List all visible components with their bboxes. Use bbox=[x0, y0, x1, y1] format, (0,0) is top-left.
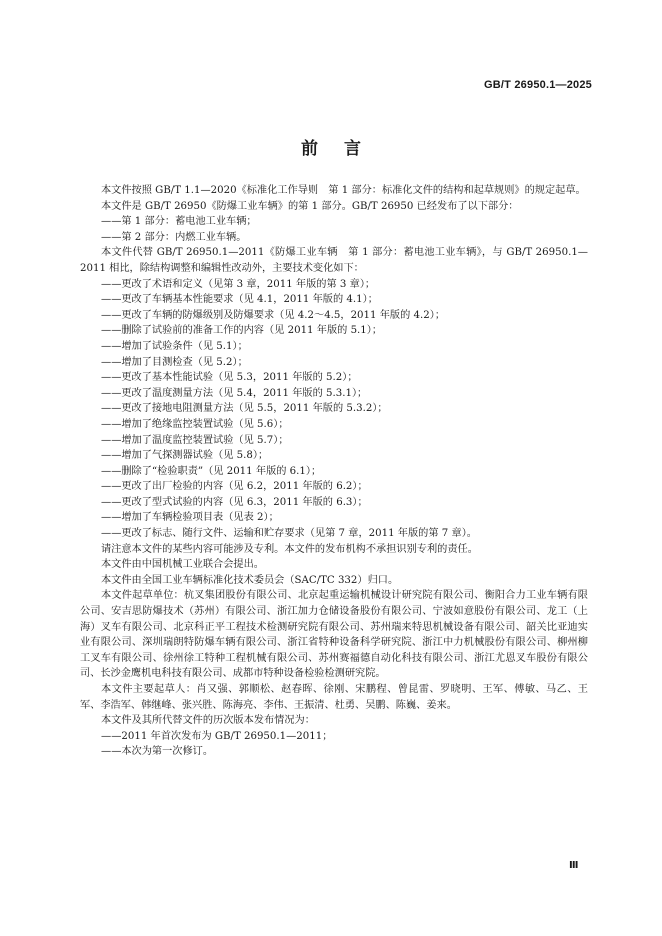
list-item-history: ——2011 年首次发布为 GB/T 26950.1—2011； bbox=[101, 730, 333, 742]
list-item-history: ——本次为第一次修订。 bbox=[101, 746, 214, 758]
paragraph-series-intro: 本文件是 GB/T 26950《防爆工业车辆》的第 1 部分。GB/T 26950 已经发布了以下部分： bbox=[101, 200, 519, 212]
list-item-change: ——更改了车辆基本性能要求（见 4.1，2011 年版的 4.1）； bbox=[101, 294, 378, 306]
paragraph-drafting-rules: 本文件按照 GB/T 1.1—2020《标准化工作导则 第 1 部分：标准化文件的结构和起草规则》的规定起草。 bbox=[101, 185, 586, 196]
list-item-change: ——增加了车辆检验项目表（见表 2）； bbox=[101, 512, 279, 524]
paragraph-proposer: 本文件由中国机械工业联合会提出。 bbox=[101, 559, 264, 571]
paragraph-replacement: 本文件代替 GB/T 26950.1—2011《防爆工业车辆 第 1 部分：蓄电池工业车辆》，与 GB/T 26950.1—2011 相比，除结构调整和编辑性改动外，主要技术变化如下： bbox=[80, 247, 588, 274]
list-item-change: ——增加了试验条件（见 5.1）； bbox=[101, 340, 248, 352]
document-body bbox=[80, 183, 588, 760]
list-item-change: ——更改了基本性能试验（见 5.3，2011 年版的 5.2）； bbox=[101, 372, 358, 384]
paragraph-drafting-units: 本文件起草单位：杭叉集团股份有限公司、北京起重运输机械设计研究院有限公司、衡阳合力工业车辆有限公司、安吉思防爆技术（苏州）有限公司、浙江加力仓储设备股份有限公司、宁波如意股份有限公司、龙工（上海）叉车有限公司、北京科正平工程技术检测研究院有限公司、苏州瑞来特思机械设备有限公司、韶关比亚迪实业有限公司、深圳瑞朗特防爆车辆有限公司、浙江省特种设备科学研究院、浙江中力机械股份有限公司、柳州柳工叉车有限公司、徐州徐工特种工程机械有限公司、苏州赛福德自动化科技有限公司、浙江尤恩叉车股份有限公司、长沙金鹰机电科技有限公司、成都市特种设备检验检测研究院。 bbox=[80, 590, 588, 680]
list-item-change: ——更改了型式试验的内容（见 6.3，2011 年版的 6.3）； bbox=[101, 496, 368, 508]
paragraph-drafters: 本文件主要起草人：肖又强、郭顺松、赵春晖、徐刚、宋鹏程、曾昆雷、罗晓明、王军、傅敏、马乙、王军、李浩军、韩继峰、张兴胜、陈海亮、李伟、王振清、杜勇、吴鹏、陈巍、姜来。 bbox=[80, 684, 588, 711]
list-item-change: ——更改了术语和定义（见第 3 章，2011 年版的第 3 章）； bbox=[101, 278, 376, 290]
list-item-change: ——更改了出厂检验的内容（见 6.2，2011 年版的 6.2）； bbox=[101, 481, 368, 493]
list-item-change: ——删除了试验前的准备工作的内容（见 2011 年版的 5.1）； bbox=[101, 325, 383, 337]
list-item-change: ——更改了温度测量方法（见 5.4，2011 年版的 5.3.1）； bbox=[101, 387, 368, 399]
standard-number: GB/T 26950.1—2025 bbox=[484, 79, 592, 91]
list-item-part: ——第 1 部分：蓄电池工业车辆； bbox=[101, 216, 257, 228]
page-number: Ⅲ bbox=[569, 860, 579, 871]
list-item-change: ——删除了“检验职责”（见 2011 年版的 6.1）； bbox=[101, 465, 322, 477]
list-item-part: ——第 2 部分：内燃工业车辆。 bbox=[101, 231, 247, 243]
list-item-change: ——更改了标志、随行文件、运输和贮存要求（见第 7 章，2011 年版的第 7 章）。 bbox=[101, 528, 477, 540]
list-item-change: ——更改了车辆的防爆级别及防爆要求（见 4.2～4.5，2011 年版的 4.2）； bbox=[101, 309, 446, 321]
list-item-change: ——增加了温度监控装置试验（见 5.7）； bbox=[101, 434, 289, 446]
list-item-change: ——增加了绝缘监控装置试验（见 5.6）； bbox=[101, 418, 289, 430]
list-item-change: ——增加了目测检查（见 5.2）； bbox=[101, 356, 248, 368]
paragraph-committee: 本文件由全国工业车辆标准化技术委员会（SAC/TC 332）归口。 bbox=[101, 574, 399, 586]
page-title: 前言 bbox=[301, 139, 387, 159]
list-item-change: ——更改了接地电阻测量方法（见 5.5，2011 年版的 5.3.2）； bbox=[101, 403, 388, 415]
paragraph-patent-notice: 请注意本文件的某些内容可能涉及专利。本文件的发布机构不承担识别专利的责任。 bbox=[101, 543, 478, 555]
list-item-change: ——增加了气探测器试验（见 5.8）； bbox=[101, 450, 269, 462]
paragraph-history-intro: 本文件及其所代替文件的历次版本发布情况为： bbox=[101, 715, 315, 727]
